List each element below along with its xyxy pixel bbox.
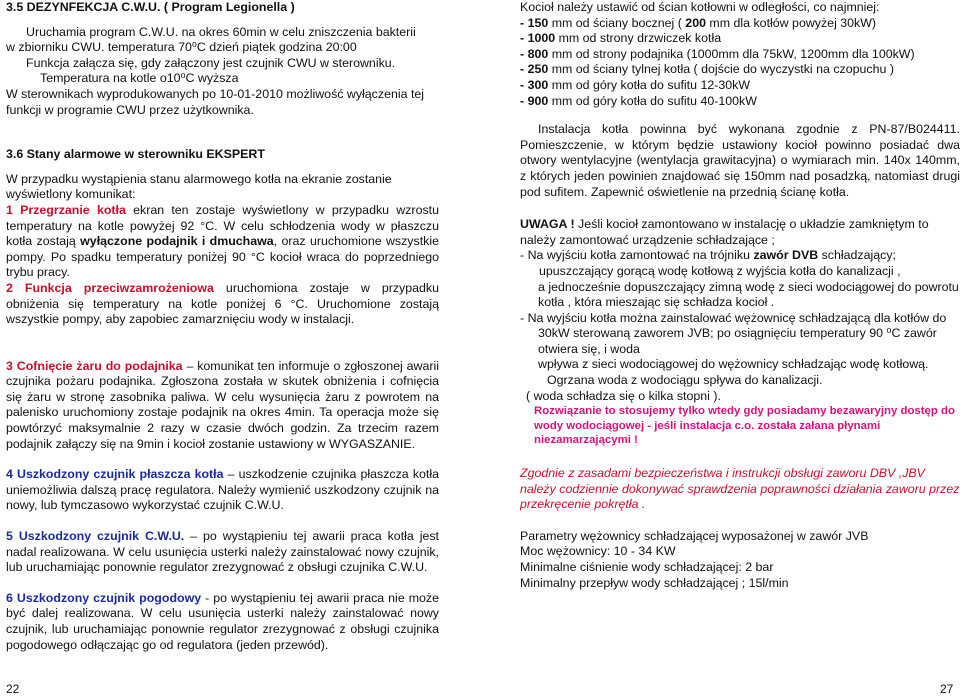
section-heading-legionella: 3.5 DEZYNFEKCJA C.W.U. ( Program Legionella ) xyxy=(6,0,295,14)
alarm-item-1 xyxy=(6,203,439,281)
alarm-item-1-text: ekran ten zostaje wyświetlony w przypadku wzrostu temperatury na kotle powyżej 92 °C. W celu schłodzenia wody w płaszczu kotła zostają xyxy=(6,202,439,249)
alarm-item-5 xyxy=(6,529,439,576)
distance-text: mm od strony drzwiczek kotła xyxy=(555,31,722,46)
uwaga-label: UWAGA ! xyxy=(520,217,575,232)
zawor-dvb-label: zawór DVB xyxy=(753,248,819,263)
alarm-item-6 xyxy=(6,591,439,653)
alarm-item-2-title: 2 Funkcja przeciwzamrożeniowa xyxy=(6,280,214,295)
alarm-item-4 xyxy=(6,467,439,514)
uwaga-text: Jeśli kocioł zamontowano w instalację o układzie zamkniętym to należy zamontować urządzenie schładzające ; xyxy=(520,217,929,247)
distances-list xyxy=(520,16,960,110)
wezownica-sub-2: otwiera się, i woda xyxy=(538,341,640,356)
distance-value: - 250 xyxy=(520,62,549,77)
section-heading-alarms: 3.6 Stany alarmowe w sterowniku EKSPERT xyxy=(6,147,265,162)
alarm-item-1-bold: wyłączone podajnik i dmuchawa xyxy=(80,234,274,249)
distance-value: - 1000 xyxy=(520,31,556,46)
alarm-item-6-title: 6 Uszkodzony czujnik pogodowy xyxy=(6,590,202,605)
distance-value-2: 200 xyxy=(685,15,706,30)
legionella-line-1: Uruchamia program C.W.U. na okres 60min w celu zniszczenia bakterii xyxy=(26,24,416,39)
alarm-item-4-title: 4 Uszkodzony czujnik płaszcza kotła xyxy=(6,467,224,482)
param-line: Moc wężownicy: 10 - 34 KW xyxy=(520,544,676,559)
zawor-sub-1: upuszczający gorącą wodę kotłową z wyjścia kotła do kanalizacji , xyxy=(539,263,901,278)
alarm-item-2-text: uruchomiona zostaje w przypadku obniżenia się temperatury na kotle poniżej 6 °C. Uruchomione zostają wszystkie pompy, aby zapobiec zamarznięciu wody w instalacji. xyxy=(6,280,439,327)
distance-text: mm od strony podajnika (1000mm dla 75kW, 1200mm dla 100kW) xyxy=(548,46,915,61)
distance-item xyxy=(520,78,960,94)
distance-text-2: mm dla kotłów powyżej 30kW) xyxy=(705,15,877,30)
distance-item xyxy=(520,47,960,63)
page-number-left: 22 xyxy=(6,682,20,696)
distances-intro: Kocioł należy ustawić od ścian kotłowni w odległości, co najmniej: xyxy=(520,0,880,14)
zawor-text-a: - Na wyjściu kotła zamontować na trójniku xyxy=(520,248,754,263)
coil-parameters xyxy=(520,529,960,591)
distance-item xyxy=(520,94,960,110)
alarm-item-6-text: - po wystąpieniu tej awarii praca nie może być dalej realizowana. W celu usunięcia usterki należy zainstalować nowy czujnik, lub uruchamiając ponownie regulator zrezygnować z obsługi czujnika pogodowego odłączając go od regulatora (jeden przewód). xyxy=(6,590,439,652)
param-line: Minimalny przepływ wody schładzającej ; 15l/min xyxy=(520,575,789,590)
distance-item xyxy=(520,62,960,78)
distance-text: mm od ściany tylnej kotła ( dojście do wyczystki na czopuchu ) xyxy=(548,62,894,77)
distance-value: - 300 xyxy=(520,77,549,92)
distance-text: mm od góry kotła do sufitu 40-100kW xyxy=(548,93,757,108)
wezownica-sub-3: wpływa z sieci wodociągowej do wężownicy schładzając wodę kotłową. xyxy=(538,357,929,372)
zawor-dvb-line xyxy=(520,248,960,264)
distance-value: - 900 xyxy=(520,93,549,108)
distance-value: - 150 xyxy=(520,15,549,30)
right-column xyxy=(520,0,960,591)
wezownica-sub-4: Ogrzana woda z wodociągu spływa do kanalizacji. xyxy=(547,373,823,388)
left-column xyxy=(6,0,439,653)
distance-text: mm od góry kotła do sufitu 12-30kW xyxy=(548,77,751,92)
legionella-line-3: Funkcja załącza się, gdy załączony jest czujnik CWU w sterowniku. xyxy=(26,55,396,70)
zawor-sub-2: a jednocześnie dopuszczający zimną wodę z sieci wodociągowej do powrotu xyxy=(538,279,959,294)
alarm-item-5-title: 5 Uszkodzony czujnik C.W.U. xyxy=(6,529,185,544)
legionella-line-4: Temperatura na kotle o10⁰C wyższa xyxy=(40,71,239,86)
alarm-intro: W przypadku wystąpienia stanu alarmowego kotła na ekranie zostanie wyświetlony komunikat: xyxy=(6,171,392,202)
distance-item xyxy=(520,16,960,32)
zawor-sub-3: kotła , która mieszając się schładza kocioł . xyxy=(538,295,775,310)
installation-paragraph: Instalacja kotła powinna być wykonana zgodnie z PN-87/B024411. Pomieszczenie, w którym będzie ustawiony kocioł powinno posiadać dwa otwory wentylacyjne (wentylacja grawitacyjna) o wymiarach min. 140x 140mm, z których jeden powinien znajdować się 150mm nad posadzką, natomiast drugi pod sufitem. Zapewnić oświetlenie na przednią ścianę kotła. xyxy=(520,122,960,199)
distance-text: mm od ściany bocznej ( xyxy=(548,15,686,30)
legionella-line-2: w zbiorniku CWU. temperatura 70⁰C dzień piątek godzina 20:00 xyxy=(6,40,357,55)
page-number-right: 27 xyxy=(940,682,954,696)
zawor-text-b: schładzający; xyxy=(818,248,896,263)
uwaga-paragraph xyxy=(520,217,960,248)
alarm-item-1-text2: , oraz uruchomione wszystkie pompy. Po spadku temperatury poniżej 90 °C kocioł wraca do poprzedniego trybu pracy. xyxy=(6,234,439,280)
distance-item xyxy=(520,31,960,47)
alarm-item-1-title: 1 Przegrzanie kotła xyxy=(6,202,126,217)
legionella-line-5: W sterownikach wyprodukowanych po 10-01-2010 możliwość wyłączenia tej xyxy=(6,86,425,101)
wezownica-sub-5: ( woda schładza się o kilka stopni ). xyxy=(526,388,721,403)
alarm-item-4-text: – uszkodzenie czujnika płaszcza kotła uniemożliwia dalszą pracę regulatora. Należy wymienić uszkodzony czujnik na nowy, lub tymczasowo wykorzystać czujnik C.W.U. xyxy=(6,467,439,513)
wezownica-line: - Na wyjściu kotła można zainstalować wężownicę schładzającą dla kotłów do xyxy=(520,310,947,325)
legionella-line-6: funkcji w programie CWU przez użytkownika. xyxy=(6,102,254,117)
safety-note: Zgodnie z zasadami bezpieczeństwa i instrukcji obsługi zaworu DBV ,JBV należy codziennie dokonywać sprawdzenia poprawności działania zaworu przez przekręcenie pokrętła . xyxy=(520,466,960,512)
alarm-item-3-title: 3 Cofnięcie żaru do podajnika xyxy=(6,358,183,373)
param-line: Minimalne ciśnienie wody schładzającej: 2 bar xyxy=(520,560,774,574)
alarm-item-3-text: – komunikat ten informuje o zgłoszonej awarii czujnika pożaru podajnika. Zgłoszona została w skutek obniżenia i cofnięcia się żaru w stronę zasobnika paliwa. W celu wysunięcia żaru z powrotem na palenisko uruchomiony zostaje podajnik na okres 4min. Ta operacja może się powtórzyć maksymalnie 2 razy w czasie dwóch godzin. Za trzecim razem podajnik załączy się na 9min i kocioł zostanie ustawiony w WYGASZANIE. xyxy=(6,358,439,451)
wezownica-sub-1: 30kW sterowaną zaworem JVB; po osiągnięciu temperatury 90 ⁰C zawór xyxy=(538,326,937,341)
distance-value: - 800 xyxy=(520,46,549,61)
alarm-item-5-text: – po wystąpieniu tej awarii praca kotła jest nadal realizowana. W celu usunięcia usterki należy zainstalować nowy czujnik, lub uruchamiając ponownie regulator zrezygnować z obsługi czujnika C.W.U. xyxy=(6,529,439,575)
alarm-item-3 xyxy=(6,359,439,453)
param-line: Parametry wężownicy schładzającej wyposażonej w zawór JVB xyxy=(520,528,869,543)
warning-text: Rozwiązanie to stosujemy tylko wtedy gdy posiadamy bezawaryjny dostęp do wody wodociągowej - jeśli instalacja c.o. została załana płynami niezamarzającymi ! xyxy=(534,405,955,447)
alarm-item-2 xyxy=(6,281,439,328)
